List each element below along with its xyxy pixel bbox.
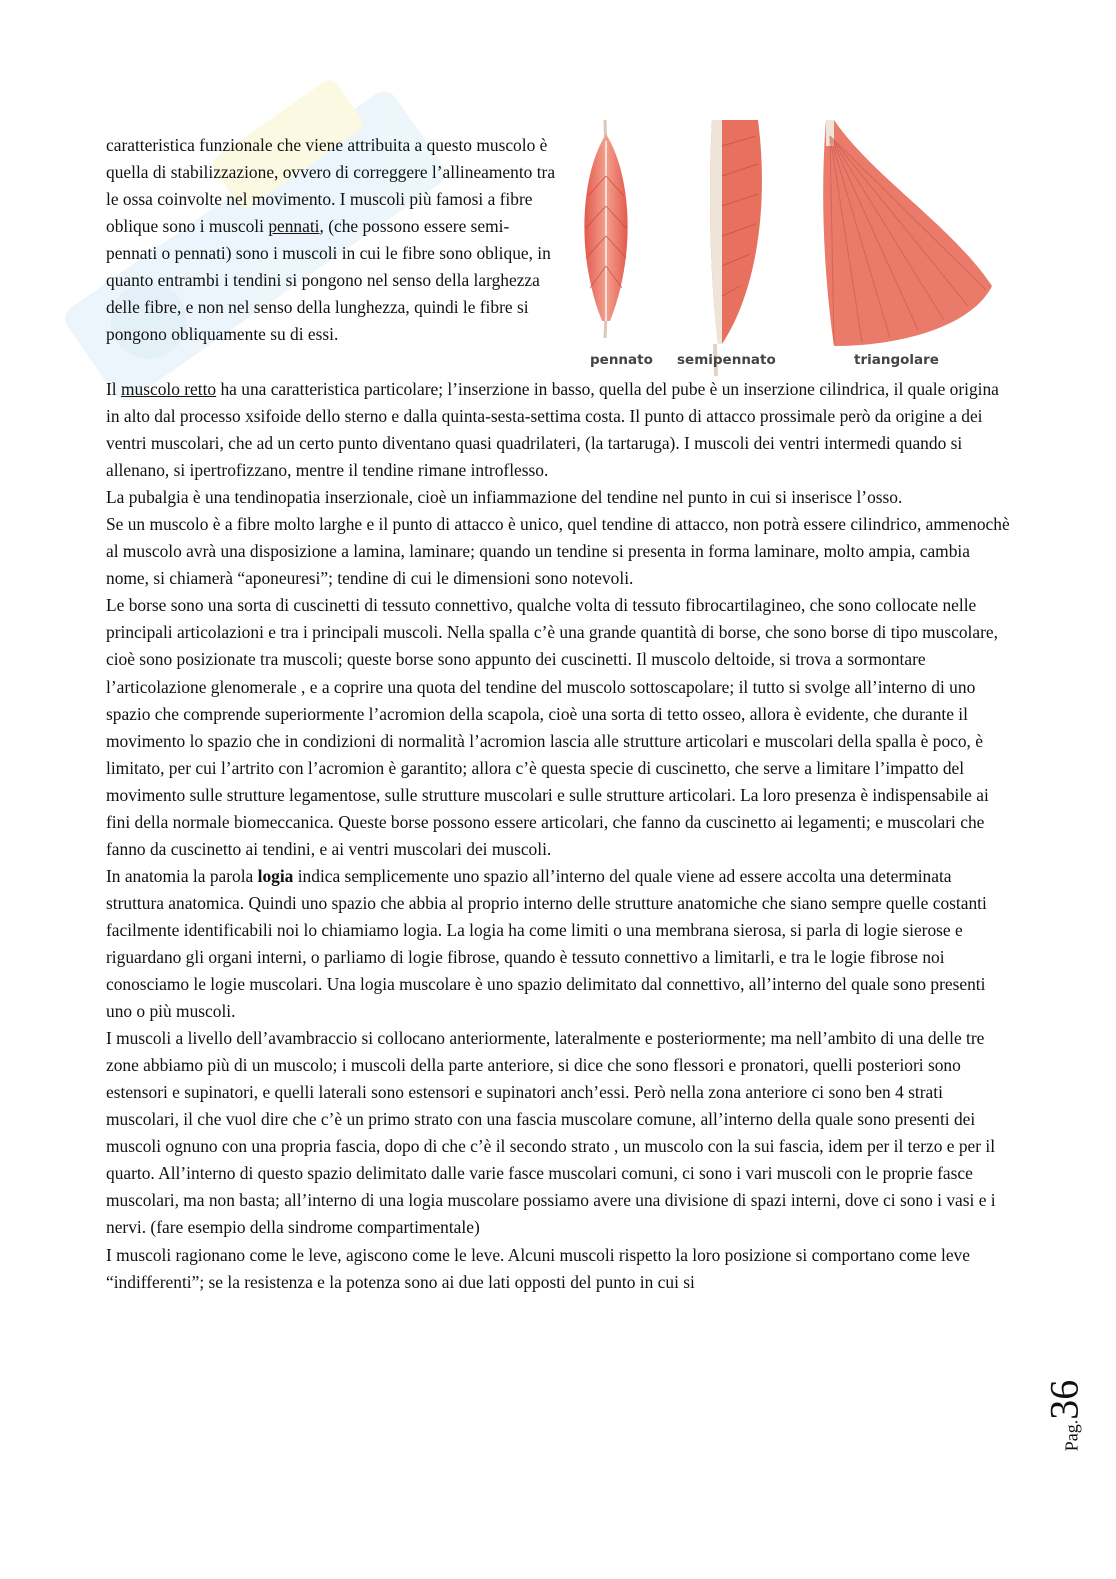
- semipennato-muscle-illustration: [710, 120, 762, 376]
- triangolare-muscle-illustration: [823, 120, 992, 346]
- link-pennati[interactable]: pennati: [268, 216, 320, 236]
- paragraph-muscolo-retto: Il muscolo retto ha una caratteristica particolare; l’inserzione in basso, quella del pube è un inserzione cilindrica, il quale origina in alto dal processo xsifoide dello sterno e dalla quinta-sesta-settima costa. Il punto di attacco prossimale però da origine a dei ventri muscolari, che ad un certo punto diventano quasi quadrilateri, (la tartaruga). I muscoli dei ventri intermedi quando si allenano, si ipertrofizzano, mentre il tendine rimane introflesso.: [106, 379, 999, 481]
- pennato-muscle-illustration: [584, 120, 627, 338]
- document-body: [106, 376, 1012, 1296]
- paragraph-pubalgia: La pubalgia è una tendinopatia inserzionale, cioè un infiammazione del tendine nel punto in cui si inserisce l’osso.: [106, 487, 903, 508]
- intro-paragraph: caratteristica funzionale che viene attribuita a questo muscolo è quella di stabilizzazione, ovvero di correggere l’allineamento tra le ossa coinvolte nel movimento. I muscoli più famosi a fibre oblique sono i muscoli pennati, (che possono essere semi-pennati o pennati) sono i muscoli in cui le fibre sono oblique, in quanto entrambi i tendini si pongono nel senso della larghezza delle fibre, e non nel senso della lunghezza, quindi le fibre si pongono obliquamente su di essi.: [106, 135, 556, 344]
- paragraph-borse: Le borse sono una sorta di cuscinetti di tessuto connettivo, qualche volta di tessuto fibrocartilagineo, che sono collocate nelle principali articolazioni e tra i principali muscoli. Nella spalla c’è una grande quantità di borse, che sono borse di tipo muscolare, cioè sono posizionate tra muscoli; queste borse sono appunto dei cuscinetti. Il muscolo deltoide, si trova a sormontare l’articolazione glenomerale , e a coprire una quota del tendine del muscolo sottoscapolare; il tutto si svolge all’interno di uno spazio che comprende superiormente l’acromion della scapola, cioè una sorta di tetto osseo, allora è evidente, che durante il movimento lo spazio che in condizioni di normalità l’acromion lascia alle strutture articolari e muscolari della spalla è poco, è limitato, per cui l’artrito con l’acromion è garantito; allora c’è questa specie di cuscinetto, che serve a limitare l’impatto del movimento sulle strutture legamentose, sulle strutture muscolari e sulle strutture articolari. La loro presenza è indispensabile ai fini della normale biomeccanica. Queste borse possono essere articolari, che fanno da cuscinetto ai legamenti; e muscolari che fanno da cuscinetto ai tendini, e ai ventri muscolari dei muscoli.: [106, 595, 998, 859]
- paragraph-leve: I muscoli ragionano come le leve, agiscono come le leve. Alcuni muscoli rispetto la loro posizione si comportano come leve “indifferenti”; se la resistenza e la potenza sono ai due lati opposti del punto in cui si: [106, 1244, 970, 1292]
- paragraph-logia: In anatomia la parola logia indica semplicemente uno spazio all’interno del quale viene ad essere accolta una determinata struttura anatomica. Quindi uno spazio che abbia al proprio interno delle strutture anatomiche che siano sempre quelle costanti facilmente identificabili noi lo chiamiamo logia. La logia ha come limiti o una membrana sierosa, si parla di logie sierose e riguardano gli organi interni, o parliamo di logie fibrose, quando è tessuto connettivo a limitarli, e tra le logie fibrose noi conosciamo le logie muscolari. Una logia muscolare è uno spazio delimitato dal connettivo, all’interno del quale sono presenti uno o più muscoli.: [106, 865, 987, 1022]
- paragraph-aponeuresi: Se un muscolo è a fibre molto larghe e il punto di attacco è unico, quel tendine di attacco, non potrà essere cilindrico, ammenochè al muscolo avrà una disposizione a lamina, laminare; quando un tendine si presenta in forma laminare, molto ampia, cambia nome, si chiamerà “aponeuresi”; tendine di cui le dimensioni sono notevoli.: [106, 514, 1010, 589]
- figure-label-triangolare: triangolare: [854, 352, 939, 368]
- page-number: Pag.36: [1041, 1379, 1087, 1452]
- figure-label-pennato: pennato: [590, 352, 653, 368]
- link-muscolo-retto[interactable]: muscolo retto: [120, 379, 217, 399]
- muscle-types-figure: [572, 116, 1002, 380]
- paragraph-avambraccio: I muscoli a livello dell’avambraccio si collocano anteriormente, lateralmente e posteriormente; ma nell’ambito di una delle tre zone abbiamo più di un muscolo; i muscoli della parte anteriore, si dice che sono flessori e pronatori, quelli posteriori sono estensori e supinatori, e quelli laterali sono estensori e supinatori anch’essi. Però nella zona anteriore ci sono ben 4 strati muscolari, il che vuol dire che c’è un primo strato con una fascia muscolare comune, all’interno della quale sono presenti dei muscoli ognuno con una propria fascia, dopo di che c’è il secondo strato , un muscolo con la sui fascia, idem per il terzo e per il quarto. All’interno di questo spazio delimitato dalle varie fasce muscolari comuni, ci sono i vari muscoli con le proprie fasce muscolari, ma non basta; all’interno di una logia muscolare possiamo avere una divisione di spazi interni, dove ci sono i vasi e i nervi. (fare esempio della sindrome compartimentale): [106, 1028, 996, 1238]
- figure-label-semipennato: semipennato: [677, 352, 776, 368]
